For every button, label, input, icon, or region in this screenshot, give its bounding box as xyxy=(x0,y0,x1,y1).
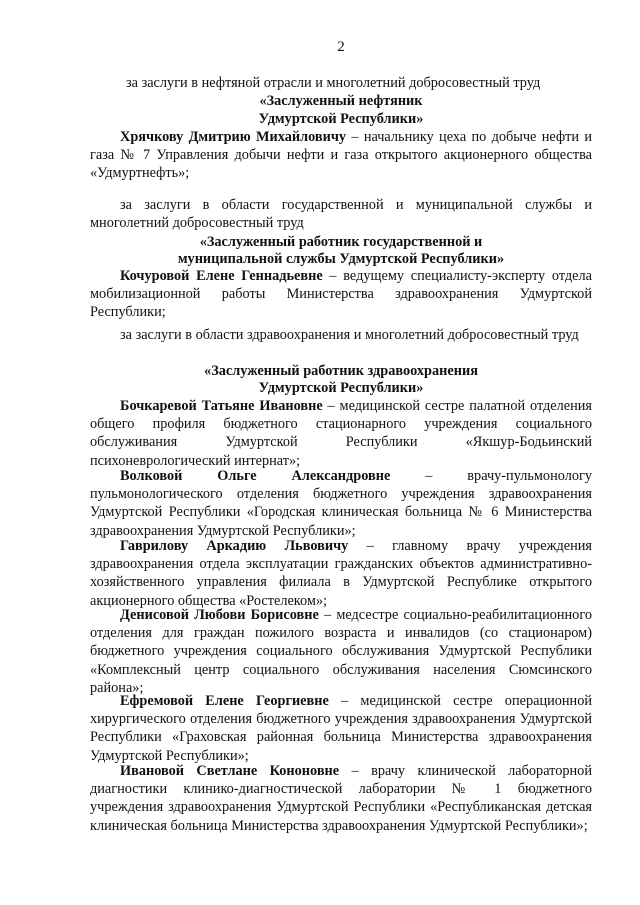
person-name: Кочуровой Елене Геннадьевне xyxy=(120,268,323,284)
page-number: 2 xyxy=(337,39,345,55)
person-description: – ведущему специалисту-эксперту отдела мобилизационной работы Министерства здравоохранения Удмуртской Республики; xyxy=(90,268,592,321)
person-description: – медсестре социально-реабилитационного отделения для граждан пожилого возраста и инвалидов (со стационаром) бюджетного учреждения социального обслуживания Удмуртской Республики «Комплексный центр социального обслуживания населения Сюмсинского района»; xyxy=(90,607,592,696)
section-2-title-line-2: муниципальной службы Удмуртской Республики» xyxy=(177,251,505,267)
person-name: Бочкаревой Татьяне Ивановне xyxy=(120,398,323,414)
award-recipient xyxy=(90,397,592,470)
section-2-reason: за заслуги в области государственной и муниципальной службы и многолетний добросовестный труд xyxy=(90,197,592,232)
section-3-title-line-2: Удмуртской Республики» xyxy=(258,380,424,396)
section-2-title-line-1: «Заслуженный работник государственной и xyxy=(199,234,483,250)
person-description: – начальнику цеха по добыче нефти и газа № 7 Управления добычи нефти и газа открытого акционерного общества «Удмуртнефть»; xyxy=(90,129,592,182)
person-name: Хрячкову Дмитрию Михайловичу xyxy=(120,129,347,145)
award-recipient xyxy=(90,606,592,697)
person-description: – врачу-пульмонологу пульмонологического отделения бюджетного учреждения здравоохранения Удмуртской Республики «Городская клиническая больница № 6 Министерства здравоохранения Удмуртской Республики»; xyxy=(90,468,592,539)
award-recipient xyxy=(90,692,592,765)
award-recipient xyxy=(90,467,592,540)
person-name: Ефремовой Елене Георгиевне xyxy=(120,693,329,709)
award-recipient xyxy=(90,537,592,610)
person-description: – главному врачу учреждения здравоохранения отдела эксплуатации гражданских объектов административно-хозяйственного управления филиала в Удмуртской Республике открытого акционерного общества «Ростелеком»; xyxy=(90,538,592,609)
person-name: Ивановой Светлане Кононовне xyxy=(120,763,340,779)
section-1-reason: за заслуги в нефтяной отрасли и многолетний добросовестный труд xyxy=(126,75,541,91)
section-1-person-1 xyxy=(90,128,592,183)
person-description: – медицинской сестре палатной отделения общего профиля бюджетного стационарного учреждения социального обслуживания Удмуртской Республики «Якшур-Бодьинский психоневрологический интернат»; xyxy=(90,398,592,469)
award-recipient xyxy=(90,762,592,835)
section-3-title-line-1: «Заслуженный работник здравоохранения xyxy=(204,363,478,379)
section-2-person-1 xyxy=(90,267,592,322)
section-1-title-line-1: «Заслуженный нефтяник xyxy=(259,93,423,109)
section-3-reason: за заслуги в области здравоохранения и многолетний добросовестный труд xyxy=(120,327,579,343)
person-name: Денисовой Любови Борисовне xyxy=(120,607,319,623)
person-description: – медицинской сестре операционной хирургического отделения бюджетного учреждения здравоохранения Удмуртской Республики «Граховская районная больница Министерства здравоохранения Удмуртской Республики»; xyxy=(90,693,592,764)
person-name: Гаврилову Аркадию Львовичу xyxy=(120,538,349,554)
person-name: Волковой Ольге Александровне xyxy=(120,468,391,484)
person-description: – врачу клинической лабораторной диагностики клинико-диагностической лаборатории № 1 бюджетного учреждения здравоохранения Удмуртской Республики «Республиканская детская клиническая больница Министерства здравоохранения Удмуртской Республики»; xyxy=(90,763,592,834)
section-1-title-line-2: Удмуртской Республики» xyxy=(258,111,424,127)
